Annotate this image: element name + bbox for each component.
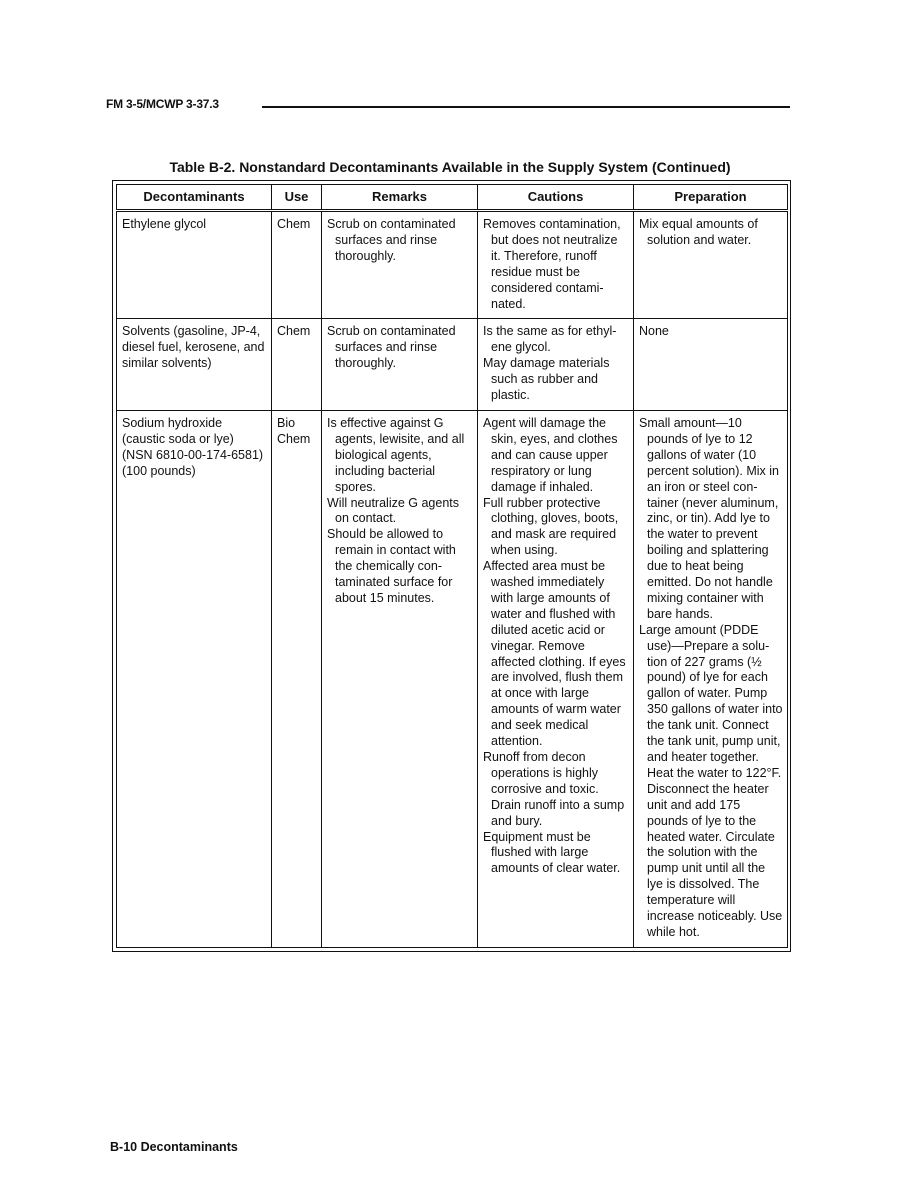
header-remarks: Remarks [322,185,478,211]
cell-preparation [634,319,788,411]
cell-use [272,410,322,947]
caution-item: Agent will damage the skin, eyes, and clothes and can cause upper respiratory or lung damage if inhaled. [483,415,618,494]
cell-preparation [634,410,788,947]
decontaminant-name: Sodium hydroxide (caustic soda or lye) (NSN 6810-00-174-6581) (100 pounds) [122,415,264,478]
table-title: Table B-2. Nonstandard Decontaminants Available in the Supply System (Continued) [169,159,731,175]
document-id: FM 3-5/MCWP 3-37.3 [106,97,219,111]
cell-use [272,319,322,411]
header-cautions: Cautions [478,185,634,211]
remark-item: Is effective against G agents, lewisite, and all biological agents, including bacterial spores. [327,415,465,494]
remark-item: Should be allowed to remain in contact with the chemically contaminated surface for about 15 minutes. [327,527,456,605]
preparation-item: Large amount (PDDE use)—Prepare a solution of 227 grams (½ pound) of lye for each gallon of water. Pump 350 gallons of water into the tank unit. Connect the tank unit, pump unit, and heater together. Heat the water to 122°F. Disconnect the heater unit and add 175 pounds of lye to the heated water. Circulate the solution with the pump unit until all the lye is dissolved. The temperature will increase noticeably. Use while hot. [639,622,783,939]
table-row [117,410,788,947]
caution-item: Equipment must be flushed with large amounts of clear water. [483,829,621,876]
preparation-item: None [639,324,669,339]
header-use: Use [272,185,322,211]
header-rule [262,106,790,108]
use-value: Chem [277,324,311,339]
preparation-item: Small amount—10 pounds of lye to 12 gallons of water (10 percent solution). Mix in an iron or steel container (never aluminum, zinc, or tin). Add lye to the water to prevent boiling and splattering due to heat being emitted. Do not handle mixing container with bare hands. [639,415,780,621]
cell-cautions [478,319,634,411]
page-footer: B-10 Decontaminants [110,1140,238,1154]
cell-decontaminant [117,211,272,319]
decontaminants-table-frame [112,180,791,952]
decontaminants-table [116,184,788,948]
table-header-row [117,185,788,211]
caution-item: Is the same as for ethylene glycol. [483,324,617,355]
cell-remarks [322,410,478,947]
caution-item: Removes contamination, but does not neutralize it. Therefore, runoff residue must be considered contaminated. [483,217,621,311]
cell-remarks [322,319,478,411]
header-decontaminants: Decontaminants [117,185,272,211]
cell-decontaminant [117,410,272,947]
table-row [117,211,788,319]
cell-decontaminant [117,319,272,411]
caution-item: Runoff from decon operations is highly corrosive and toxic. Drain runoff into a sump and bury. [483,750,625,828]
decontaminant-name: Ethylene glycol [122,217,207,231]
header-preparation: Preparation [634,185,788,211]
remark-item: Scrub on contaminated surfaces and rinse thoroughly. [327,217,456,263]
remark-item: Scrub on contaminated surfaces and rinse thoroughly. [327,324,456,371]
use-value: Chem [277,217,311,231]
use-value: Chem [277,431,311,446]
caution-item: May damage materials such as rubber and plastic. [483,356,610,403]
use-value: Bio [277,415,296,430]
page-header [106,97,790,111]
cell-use [272,211,322,319]
remark-item: Will neutralize G agents on contact. [327,495,460,526]
table-row [117,319,788,411]
cell-remarks [322,211,478,319]
cell-cautions [478,410,634,947]
cell-cautions [478,211,634,319]
decontaminant-name: Solvents (gasoline, JP-4, diesel fuel, kerosene, and similar solvents) [122,324,265,371]
caution-item: Affected area must be washed immediately with large amounts of water and flushed with diluted acetic acid or vinegar. Remove affected clothing. If eyes are involved, flush them at once with large amounts of warm water and seek medical attention. [483,559,626,749]
cell-preparation [634,211,788,319]
caution-item: Full rubber protective clothing, gloves, boots, and mask are required when using. [483,495,619,558]
preparation-item: Mix equal amounts of solution and water. [639,217,758,247]
